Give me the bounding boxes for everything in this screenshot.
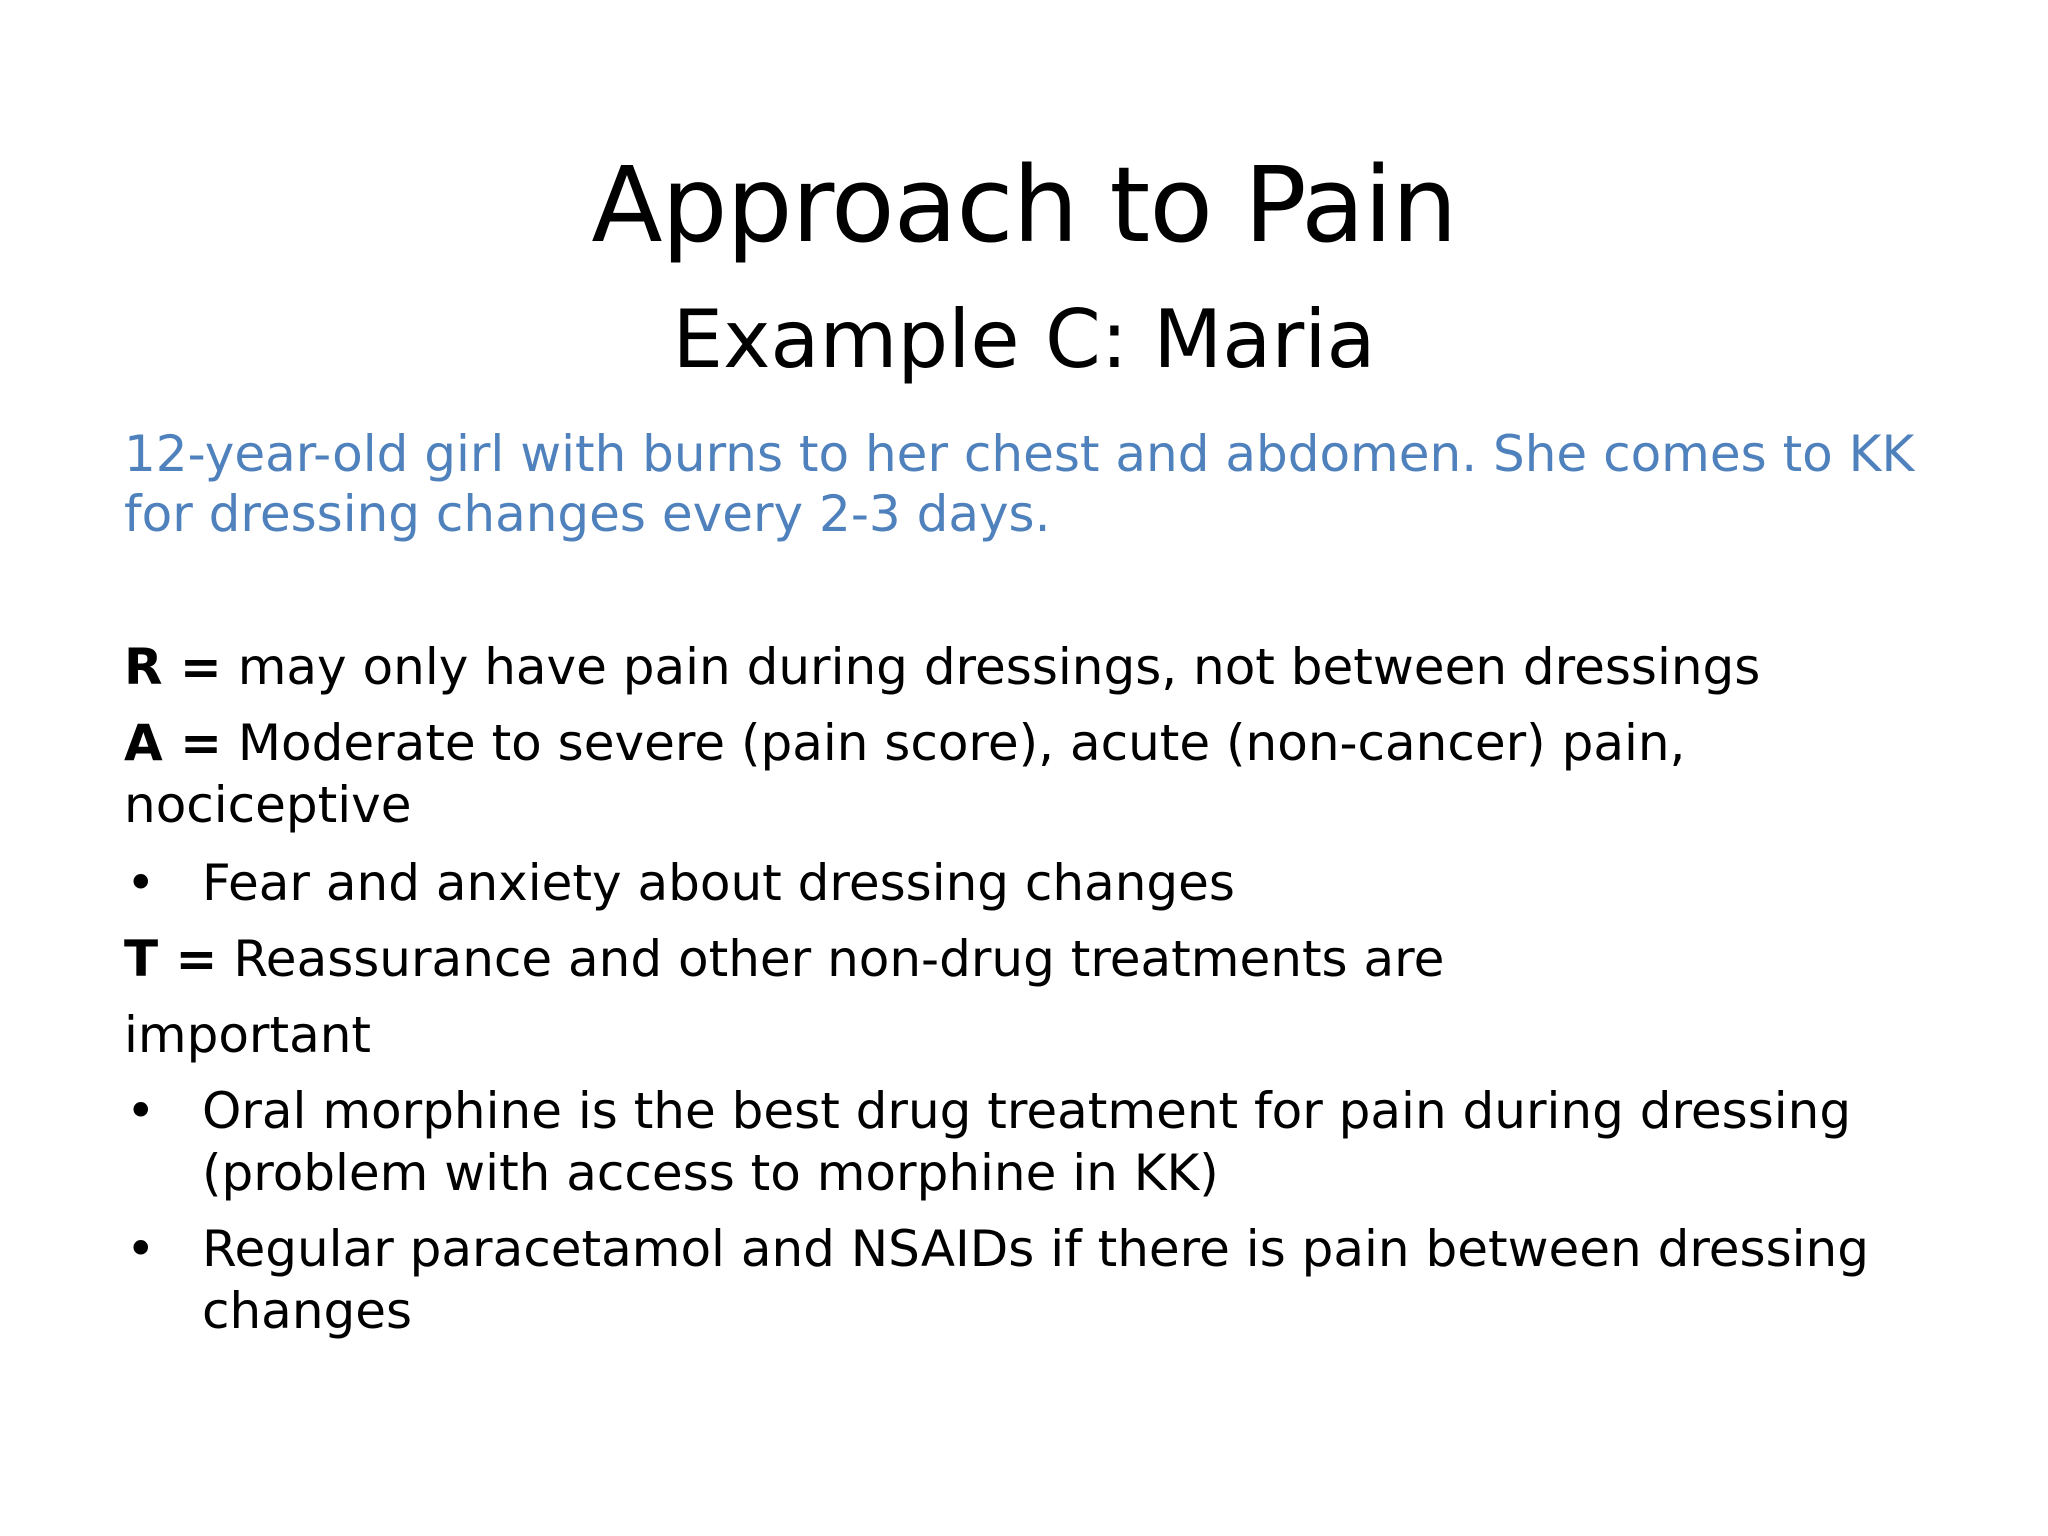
t-bullet-text: Regular paracetamol and NSAIDs if there is pain between dressing changes — [202, 1220, 1869, 1340]
t-bullet-item — [124, 1218, 1954, 1342]
a-bullet-text: Fear and anxiety about dressing changes — [202, 854, 1235, 912]
slide-body — [124, 636, 1954, 1342]
t-bullet-item — [124, 1080, 1954, 1204]
t-bullet-text: Oral morphine is the best drug treatment for pain during dressing (problem with access to morphine in KK) — [202, 1082, 1852, 1202]
a-label: A = — [124, 714, 222, 772]
r-label: R = — [124, 638, 222, 696]
case-description: 12-year-old girl with burns to her chest and abdomen. She comes to KK for dressing changes every 2-3 days. — [124, 425, 1915, 543]
slide-title: Approach to Pain — [591, 144, 1457, 266]
t-line-continued: important — [124, 1006, 372, 1064]
bullet-icon: • — [126, 854, 156, 912]
slide-subtitle: Example C: Maria — [672, 293, 1376, 386]
r-line — [124, 636, 1954, 698]
t-text: Reassurance and other non-drug treatments are — [217, 930, 1445, 988]
t-label: T = — [124, 930, 218, 988]
a-bullet-item — [124, 852, 1954, 914]
a-text: Moderate to severe (pain score), acute (non-cancer) pain, nociceptive — [124, 714, 1686, 834]
bullet-icon: • — [126, 1220, 156, 1278]
t-line — [124, 928, 1954, 990]
bullet-icon: • — [126, 1082, 156, 1140]
a-line — [124, 712, 1954, 836]
r-text: may only have pain during dressings, not between dressings — [221, 638, 1761, 696]
